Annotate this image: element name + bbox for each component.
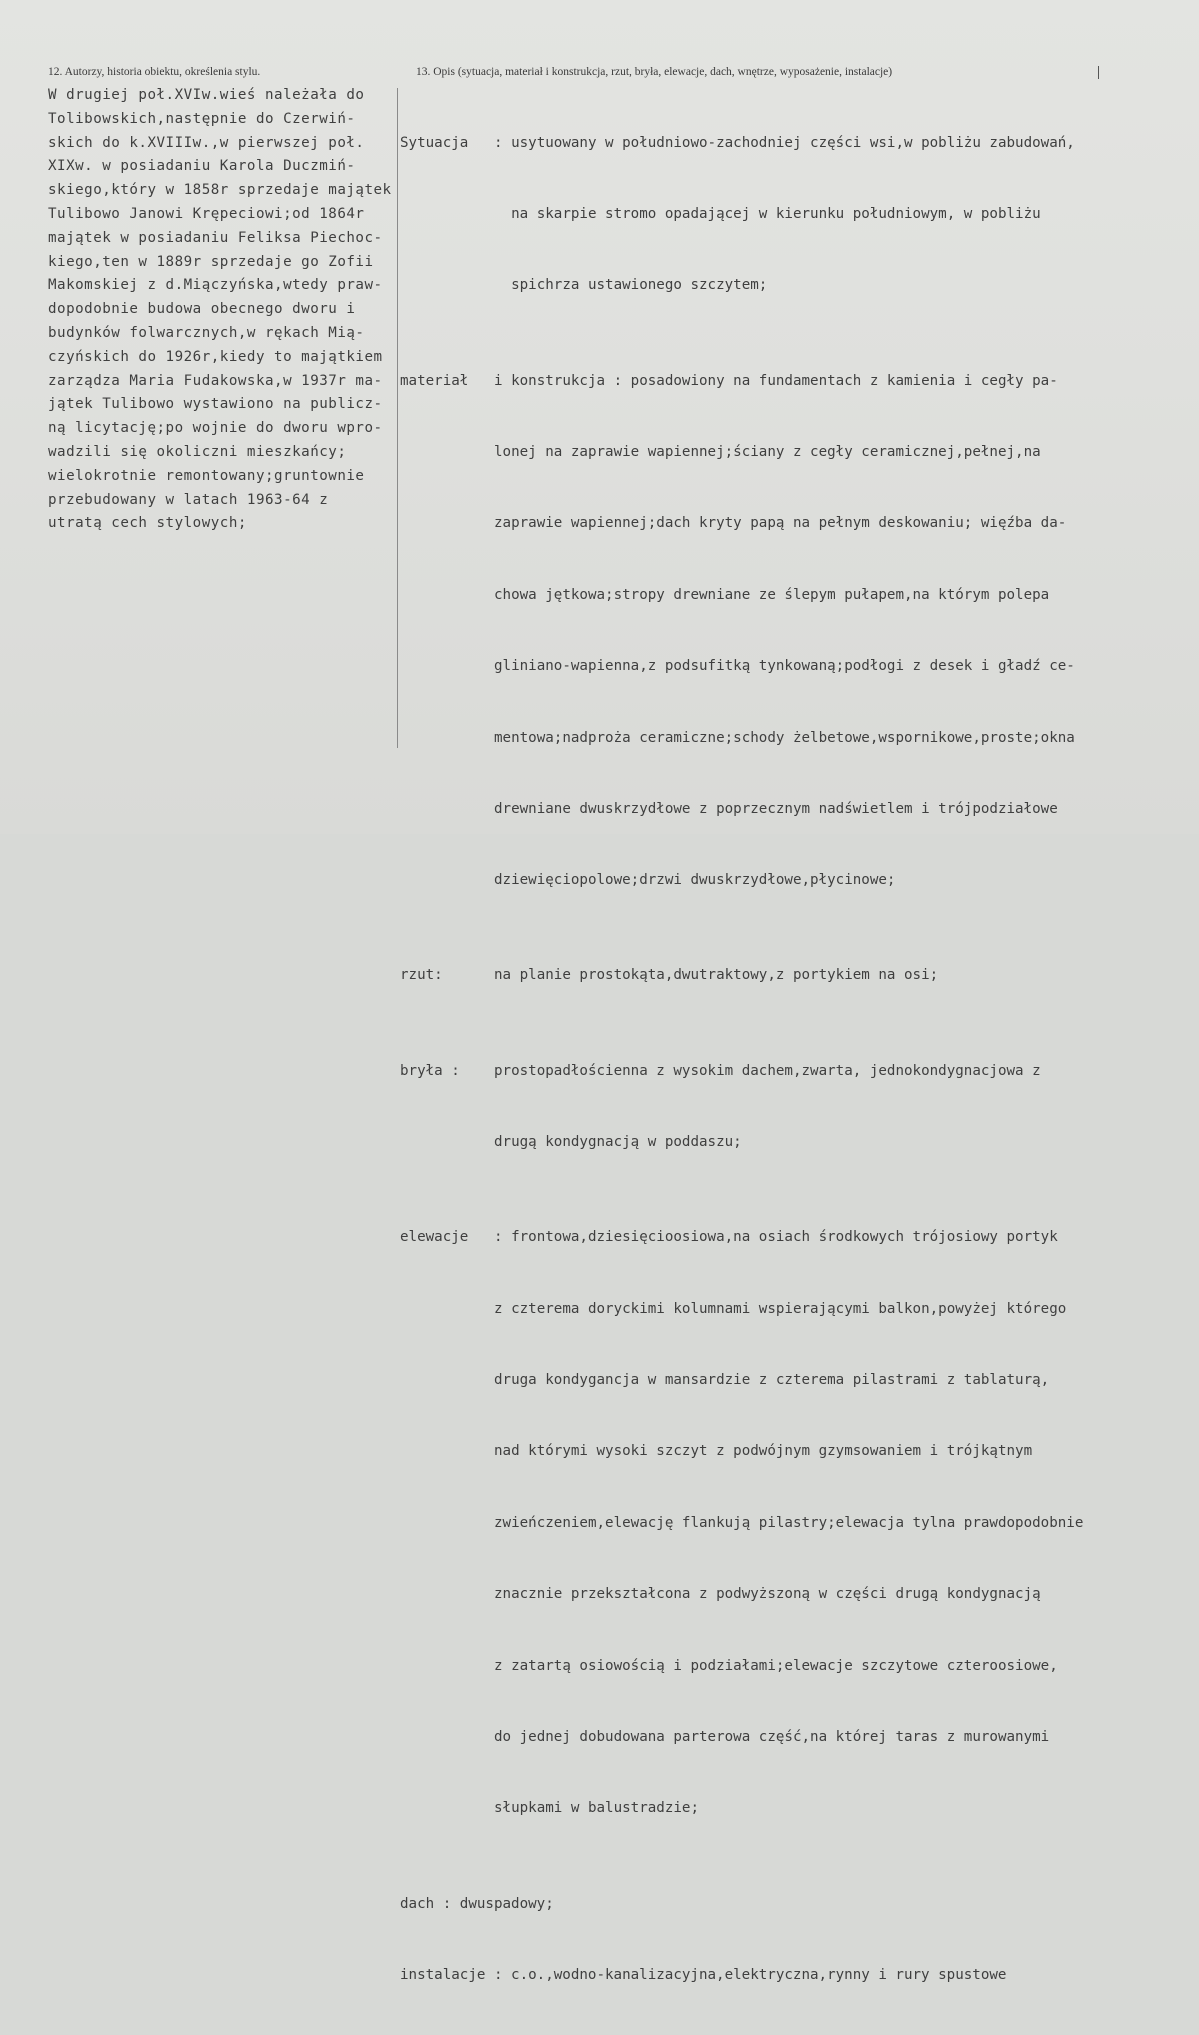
elewacje-line-3: druga kondygancja w mansardzie z czterema pilastrami z tablaturą, <box>494 1372 1050 1389</box>
material-line-8: dziewięciopolowe;drzwi dwuskrzydłowe,płycinowe; <box>494 872 896 889</box>
elewacje-line-4: nad którymi wysoki szczyt z podwójnym gzymsowaniem i trójkątnym <box>494 1443 1033 1460</box>
sytuacja-line-3: spichrza ustawionego szczytem; <box>494 277 768 294</box>
history-line: jątek Tulibowo wystawiono na publicz- <box>48 396 383 413</box>
description-text-block <box>400 84 1083 2035</box>
section-12-heading: 12. Autorzy, historia obiektu, określenia stylu. <box>48 66 261 78</box>
history-line: ną licytację;po wojnie do dworu wpro- <box>48 420 383 437</box>
material-line-1: materiał i konstrukcja : posadowiony na fundamentach z kamienia i cegły pa- <box>400 370 1083 394</box>
bryla-line-1: bryła : prostopadłościenna z wysokim dachem,zwarta, jednokondygnacjowa z <box>400 1060 1083 1084</box>
history-line: budynków folwarcznych,w rękach Mią- <box>48 324 365 341</box>
history-line: Makomskiej z d.Miączyńska,wtedy praw- <box>48 277 383 294</box>
history-line: majątek w posiadaniu Feliksa Piechoc- <box>48 229 383 246</box>
history-line: wadzili się okoliczni mieszkańcy; <box>48 443 347 460</box>
history-line: zarządza Maria Fudakowska,w 1937r ma- <box>48 372 383 389</box>
history-line: skiego,który w 1858r sprzedaje majątek <box>48 182 392 199</box>
elewacje-line-8: do jednej dobudowana parterowa część,na której taras z murowanymi <box>494 1728 1050 1745</box>
material-line-6: mentowa;nadproża ceramiczne;schody żelbetowe,wspornikowe,proste;okna <box>494 729 1075 746</box>
sytuacja-line-1: Sytuacja : usytuowany w południowo-zachodniej części wsi,w pobliżu zabudowań, <box>400 132 1083 156</box>
elewacje-line-2: z czterema doryckimi kolumnami wspierającymi balkon,powyżej którego <box>494 1300 1067 1317</box>
bryla-label: bryła : <box>400 1062 460 1079</box>
section-13-heading: 13. Opis (sytuacja, materiał i konstrukcja, rzut, bryła, elewacje, dach, wnętrze, wyposażenie, instalacje) <box>416 66 893 78</box>
bryla-line-2: drugą kondygnacją w poddaszu; <box>494 1134 742 1151</box>
material-line-3: zaprawie wapiennej;dach kryty papą na pełnym deskowaniu; więźba da- <box>494 515 1067 532</box>
material-line-5: gliniano-wapienna,z podsufitką tynkowaną;podłogi z desek i gładź ce- <box>494 658 1075 675</box>
elewacje-line-5: zwieńczeniem,elewację flankują pilastry;elewacja tylna prawdopodobnie <box>494 1514 1084 1531</box>
material-label: materiał <box>400 372 469 389</box>
material-line-7: drewniane dwuskrzydłowe z poprzecznym nadświetlem i trójpodziałowe <box>494 800 1058 817</box>
material-line-4: chowa jętkowa;stropy drewniane ze ślepym pułapem,na którym polepa <box>494 586 1050 603</box>
history-line: utratą cech stylowych; <box>48 515 247 532</box>
instalacje-line: instalacje : c.o.,wodno-kanalizacyjna,elektryczna,rynny i rury spustowe <box>400 1966 1007 1983</box>
sytuacja-line-2: na skarpie stromo opadającej w kierunku południowym, w pobliżu <box>494 205 1041 222</box>
dach-line: dach : dwuspadowy; <box>400 1895 554 1912</box>
material-line-2: lonej na zaprawie wapiennej;ściany z cegły ceramicznej,pełnej,na <box>494 443 1041 460</box>
elewacje-line-9: słupkami w balustradzie; <box>494 1800 699 1817</box>
elewacje-label: elewacje <box>400 1229 469 1246</box>
elewacje-line-1: elewacje : frontowa,dziesięcioosiowa,na osiach środkowych trójosiowy portyk <box>400 1226 1083 1250</box>
history-line: dopodobnie budowa obecnego dworu i <box>48 301 356 318</box>
history-line: skich do k.XVIIIw.,w pierwszej poł. <box>48 134 365 151</box>
history-line: kiego,ten w 1889r sprzedaje go Zofii <box>48 253 374 270</box>
history-line: czyńskich do 1926r,kiedy to majątkiem <box>48 348 383 365</box>
column-divider <box>397 88 398 748</box>
history-line: Tulibowo Janowi Krępeciowi;od 1864r <box>48 205 365 222</box>
history-line: Tolibowskich,następnie do Czerwiń- <box>48 110 356 127</box>
history-line: W drugiej poł.XVIw.wieś należała do <box>48 87 365 103</box>
rzut-label: rzut: <box>400 967 443 984</box>
elewacje-line-6: znacznie przekształcona z podwyższoną w części drugą kondygnacją <box>494 1586 1041 1603</box>
margin-tick-mark <box>1098 66 1099 79</box>
history-line: XIXw. w posiadaniu Karola Duczmiń- <box>48 158 356 175</box>
history-line: wielokrotnie remontowany;gruntownie <box>48 467 365 484</box>
history-line: przebudowany w latach 1963-64 z <box>48 491 329 508</box>
elewacje-line-7: z zatartą osiowością i podziałami;elewacje szczytowe czteroosiowe, <box>494 1657 1058 1674</box>
rzut-line: rzut: na planie prostokąta,dwutraktowy,z portykiem na osi; <box>400 964 1083 988</box>
history-text-block <box>48 84 392 536</box>
sytuacja-label: Sytuacja <box>400 134 469 151</box>
